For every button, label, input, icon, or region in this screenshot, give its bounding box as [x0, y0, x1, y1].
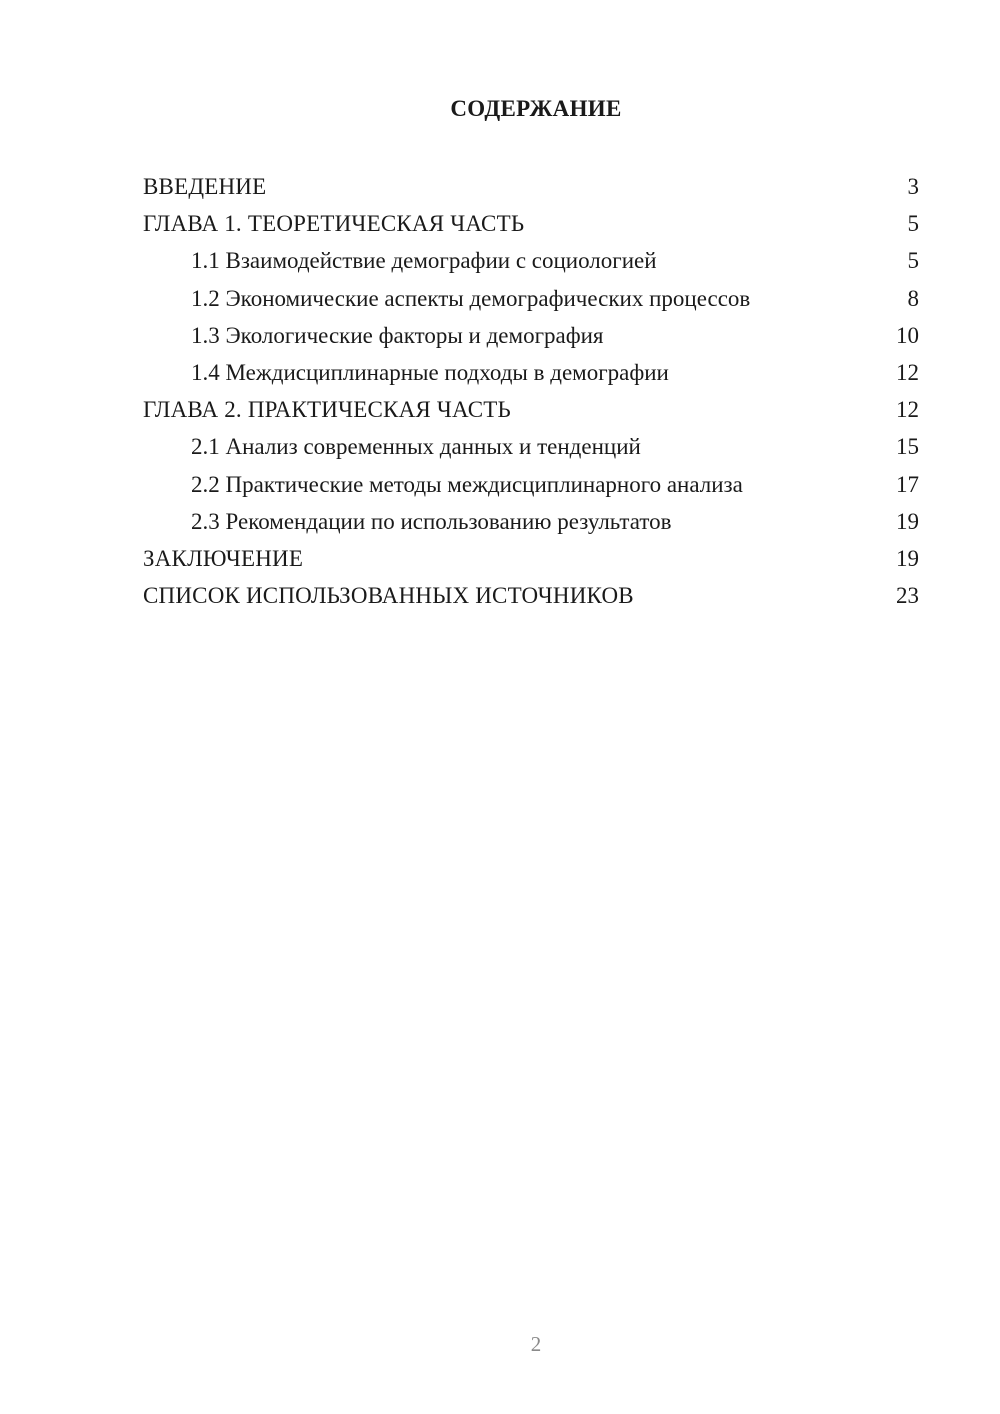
page-title: СОДЕРЖАНИЕ: [450, 96, 622, 121]
toc-entry-section-2-1[interactable]: [143, 428, 919, 465]
toc-entry-page: 10: [896, 322, 919, 348]
toc-entry-label: ГЛАВА 2. ПРАКТИЧЕСКАЯ ЧАСТЬ: [143, 397, 511, 423]
toc-entry-label: ГЛАВА 1. ТЕОРЕТИЧЕСКАЯ ЧАСТЬ: [143, 211, 525, 237]
toc-entry-label: 1.1 Взаимодействие демографии с социологией: [191, 248, 657, 274]
toc-entry-page: 17: [896, 471, 919, 497]
toc-entry-section-1-3[interactable]: [143, 317, 919, 354]
toc-entry-page: 19: [896, 545, 919, 571]
toc-entry-references[interactable]: [143, 577, 919, 614]
toc-entry-label: СПИСОК ИСПОЛЬЗОВАННЫХ ИСТОЧНИКОВ: [143, 583, 634, 609]
toc-entry-page: 15: [896, 434, 919, 460]
toc-entry-page: 23: [896, 583, 919, 609]
toc-entry-section-1-2[interactable]: [143, 280, 919, 317]
toc-entry-section-2-2[interactable]: [143, 466, 919, 503]
toc-entry-label: 1.3 Экологические факторы и демография: [191, 322, 604, 348]
page-number: 2: [530, 1332, 542, 1356]
toc-entry-section-1-1[interactable]: [143, 242, 919, 279]
toc-entry-chapter-2[interactable]: [143, 391, 919, 428]
toc-entry-page: 8: [907, 285, 919, 311]
toc-entry-page: 12: [896, 397, 919, 423]
toc-entry-page: 3: [907, 174, 919, 200]
toc-entry-page: 5: [907, 211, 919, 237]
toc-entry-page: 19: [896, 508, 919, 534]
toc-entry-label: 1.2 Экономические аспекты демографических процессов: [191, 285, 751, 311]
toc-entry-section-2-3[interactable]: [143, 503, 919, 540]
table-of-contents: [143, 168, 919, 614]
toc-entry-page: 12: [896, 360, 919, 386]
toc-entry-label: 2.3 Рекомендации по использованию результатов: [191, 508, 672, 534]
toc-entry-label: ЗАКЛЮЧЕНИЕ: [143, 545, 304, 571]
toc-entry-label: ВВЕДЕНИЕ: [143, 174, 267, 200]
toc-entry-conclusion[interactable]: [143, 540, 919, 577]
toc-entry-label: 2.1 Анализ современных данных и тенденций: [191, 434, 641, 460]
toc-entry-page: 5: [907, 248, 919, 274]
toc-entry-chapter-1[interactable]: [143, 205, 919, 242]
toc-entry-label: 1.4 Междисциплинарные подходы в демографии: [191, 360, 669, 386]
toc-entry-introduction[interactable]: [143, 168, 919, 205]
toc-entry-section-1-4[interactable]: [143, 354, 919, 391]
toc-entry-label: 2.2 Практические методы междисциплинарного анализа: [191, 471, 743, 497]
